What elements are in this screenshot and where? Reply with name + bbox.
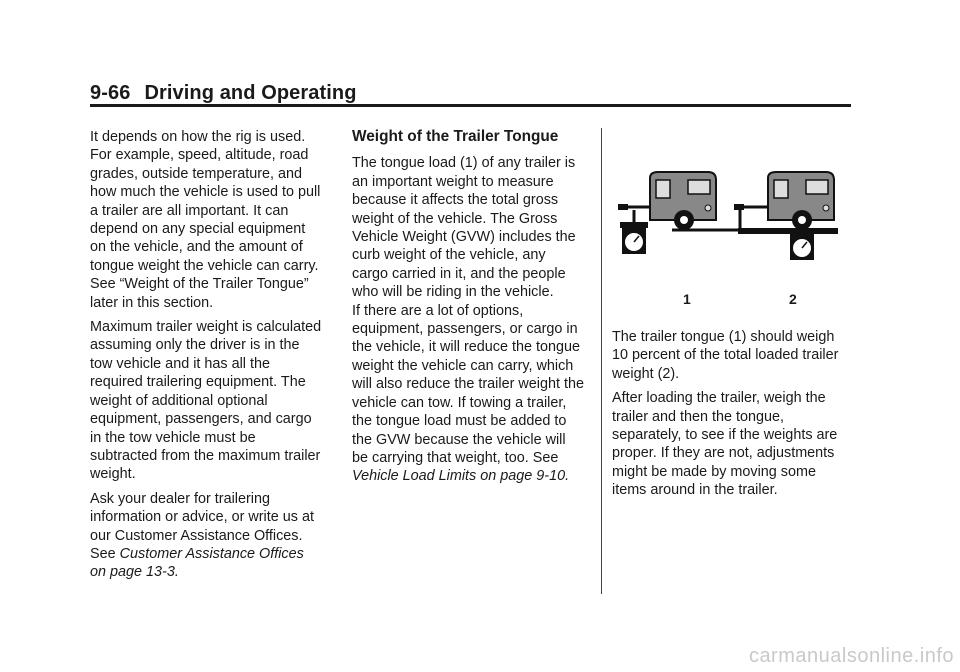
text-line: items around in the trailer. <box>612 482 778 499</box>
page-header <box>90 82 357 105</box>
text-line: equipment, passengers, and cargo <box>90 411 312 428</box>
section-title-header: Driving and Operating <box>144 82 357 104</box>
text-line: depend on any special equipment <box>90 221 306 238</box>
text-line: For example, speed, altitude, road <box>90 147 309 164</box>
text-line: the tongue load must be added to <box>352 413 567 430</box>
text-line: be carrying that weight, too. See <box>352 449 559 466</box>
text-line: The trailer tongue (1) should weigh <box>612 329 835 345</box>
text-line: curb weight of the vehicle, any <box>352 247 546 264</box>
text-line: vehicle can tow. If towing a trailer, <box>352 394 567 411</box>
text-line: cargo carried in it, and the people <box>352 265 566 282</box>
text-line: The tongue load (1) of any trailer is <box>352 155 576 172</box>
text-line: weight of the vehicle. The Gross <box>352 210 558 227</box>
text-line: tongue weight the vehicle can carry. <box>90 257 319 274</box>
paragraph-tongue-load <box>352 154 588 485</box>
text-line: required trailering equipment. The <box>90 374 306 391</box>
text-line: our Customer Assistance Offices. <box>90 527 303 544</box>
column-2 <box>352 128 588 492</box>
text-line: might be made by moving some <box>612 463 816 480</box>
text-line: how much the vehicle is used to pull <box>90 184 321 201</box>
trailer-diagram-svg <box>612 170 848 274</box>
watermark: carmanualsonline.info <box>748 645 954 667</box>
figure-label-2: 2 <box>789 291 797 307</box>
text-line: a trailer are all important. It can <box>90 202 289 219</box>
text-line: weight the vehicle can carry, which <box>352 357 574 374</box>
trailer-weighing-illustration <box>612 128 848 308</box>
text-line <box>90 545 330 563</box>
column-3 <box>612 128 862 506</box>
text-line: later in this section. <box>90 294 214 311</box>
section-heading: Weight of the Trailer Tongue <box>352 128 559 145</box>
text-line: on the vehicle, and the amount of <box>90 239 303 256</box>
text-line: the GVW because the vehicle will <box>352 431 566 448</box>
text-line: weight. <box>90 466 136 483</box>
text-line: If there are a lot of options, <box>352 302 524 319</box>
text-line: After loading the trailer, weigh the <box>612 390 826 407</box>
text-line: information or advice, or write us at <box>90 509 314 526</box>
paragraph-tongue-percent <box>612 328 862 383</box>
link-vehicle-load-limits[interactable]: Vehicle Load Limits on page 9-10. <box>352 468 570 485</box>
text-line: separately, to see if the weights are <box>612 427 838 444</box>
text-line: in the tow vehicle must be <box>90 429 256 446</box>
text-line: It depends on how the rig is used. <box>90 129 306 145</box>
page-number: 9-66 <box>90 82 131 104</box>
text-line: Vehicle Weight (GVW) includes the <box>352 229 576 246</box>
header-rule <box>90 104 851 107</box>
text-line: tow vehicle and it has all the <box>90 355 270 372</box>
column-1 <box>90 128 330 588</box>
text-line: an important weight to measure <box>352 173 554 190</box>
text-line: weight of additional optional <box>90 392 268 409</box>
figure-label-1: 1 <box>683 291 691 307</box>
text-line: Maximum trailer weight is calculated <box>90 319 322 336</box>
text-line: because it affects the total gross <box>352 192 559 209</box>
text-line: trailer and then the tongue, <box>612 408 785 425</box>
paragraph-dealer <box>90 490 330 582</box>
link-customer-assistance-page[interactable]: on page 13-3. <box>90 564 179 581</box>
paragraph-max-trailer-weight <box>90 318 330 484</box>
text-line: subtracted from the maximum trailer <box>90 447 321 464</box>
text-line: the vehicle, it will reduce the tongue <box>352 339 580 356</box>
trailer-tongue-weighing <box>618 172 738 254</box>
paragraph-after-loading <box>612 389 862 499</box>
text-line: who will be riding in the vehicle. <box>352 284 554 301</box>
trailer-total-weighing <box>734 172 838 260</box>
text-line: See “Weight of the Trailer Tongue” <box>90 276 309 293</box>
text-line: weight (2). <box>612 365 680 382</box>
text-line: proper. If they are not, adjustments <box>612 445 835 462</box>
text-line: 10 percent of the total loaded trailer <box>612 347 839 364</box>
text-line: assuming only the driver is in the <box>90 337 300 354</box>
see-text: See <box>90 545 116 562</box>
text-line: will also reduce the trailer weight the <box>352 376 584 393</box>
text-line: Ask your dealer for trailering <box>90 490 270 507</box>
paragraph-rig-usage <box>90 128 330 312</box>
link-customer-assistance[interactable]: Customer Assistance Offices <box>119 545 304 562</box>
text-line: equipment, passengers, or cargo in <box>352 321 578 338</box>
column-divider <box>601 128 602 594</box>
text-line: grades, outside temperature, and <box>90 165 302 182</box>
